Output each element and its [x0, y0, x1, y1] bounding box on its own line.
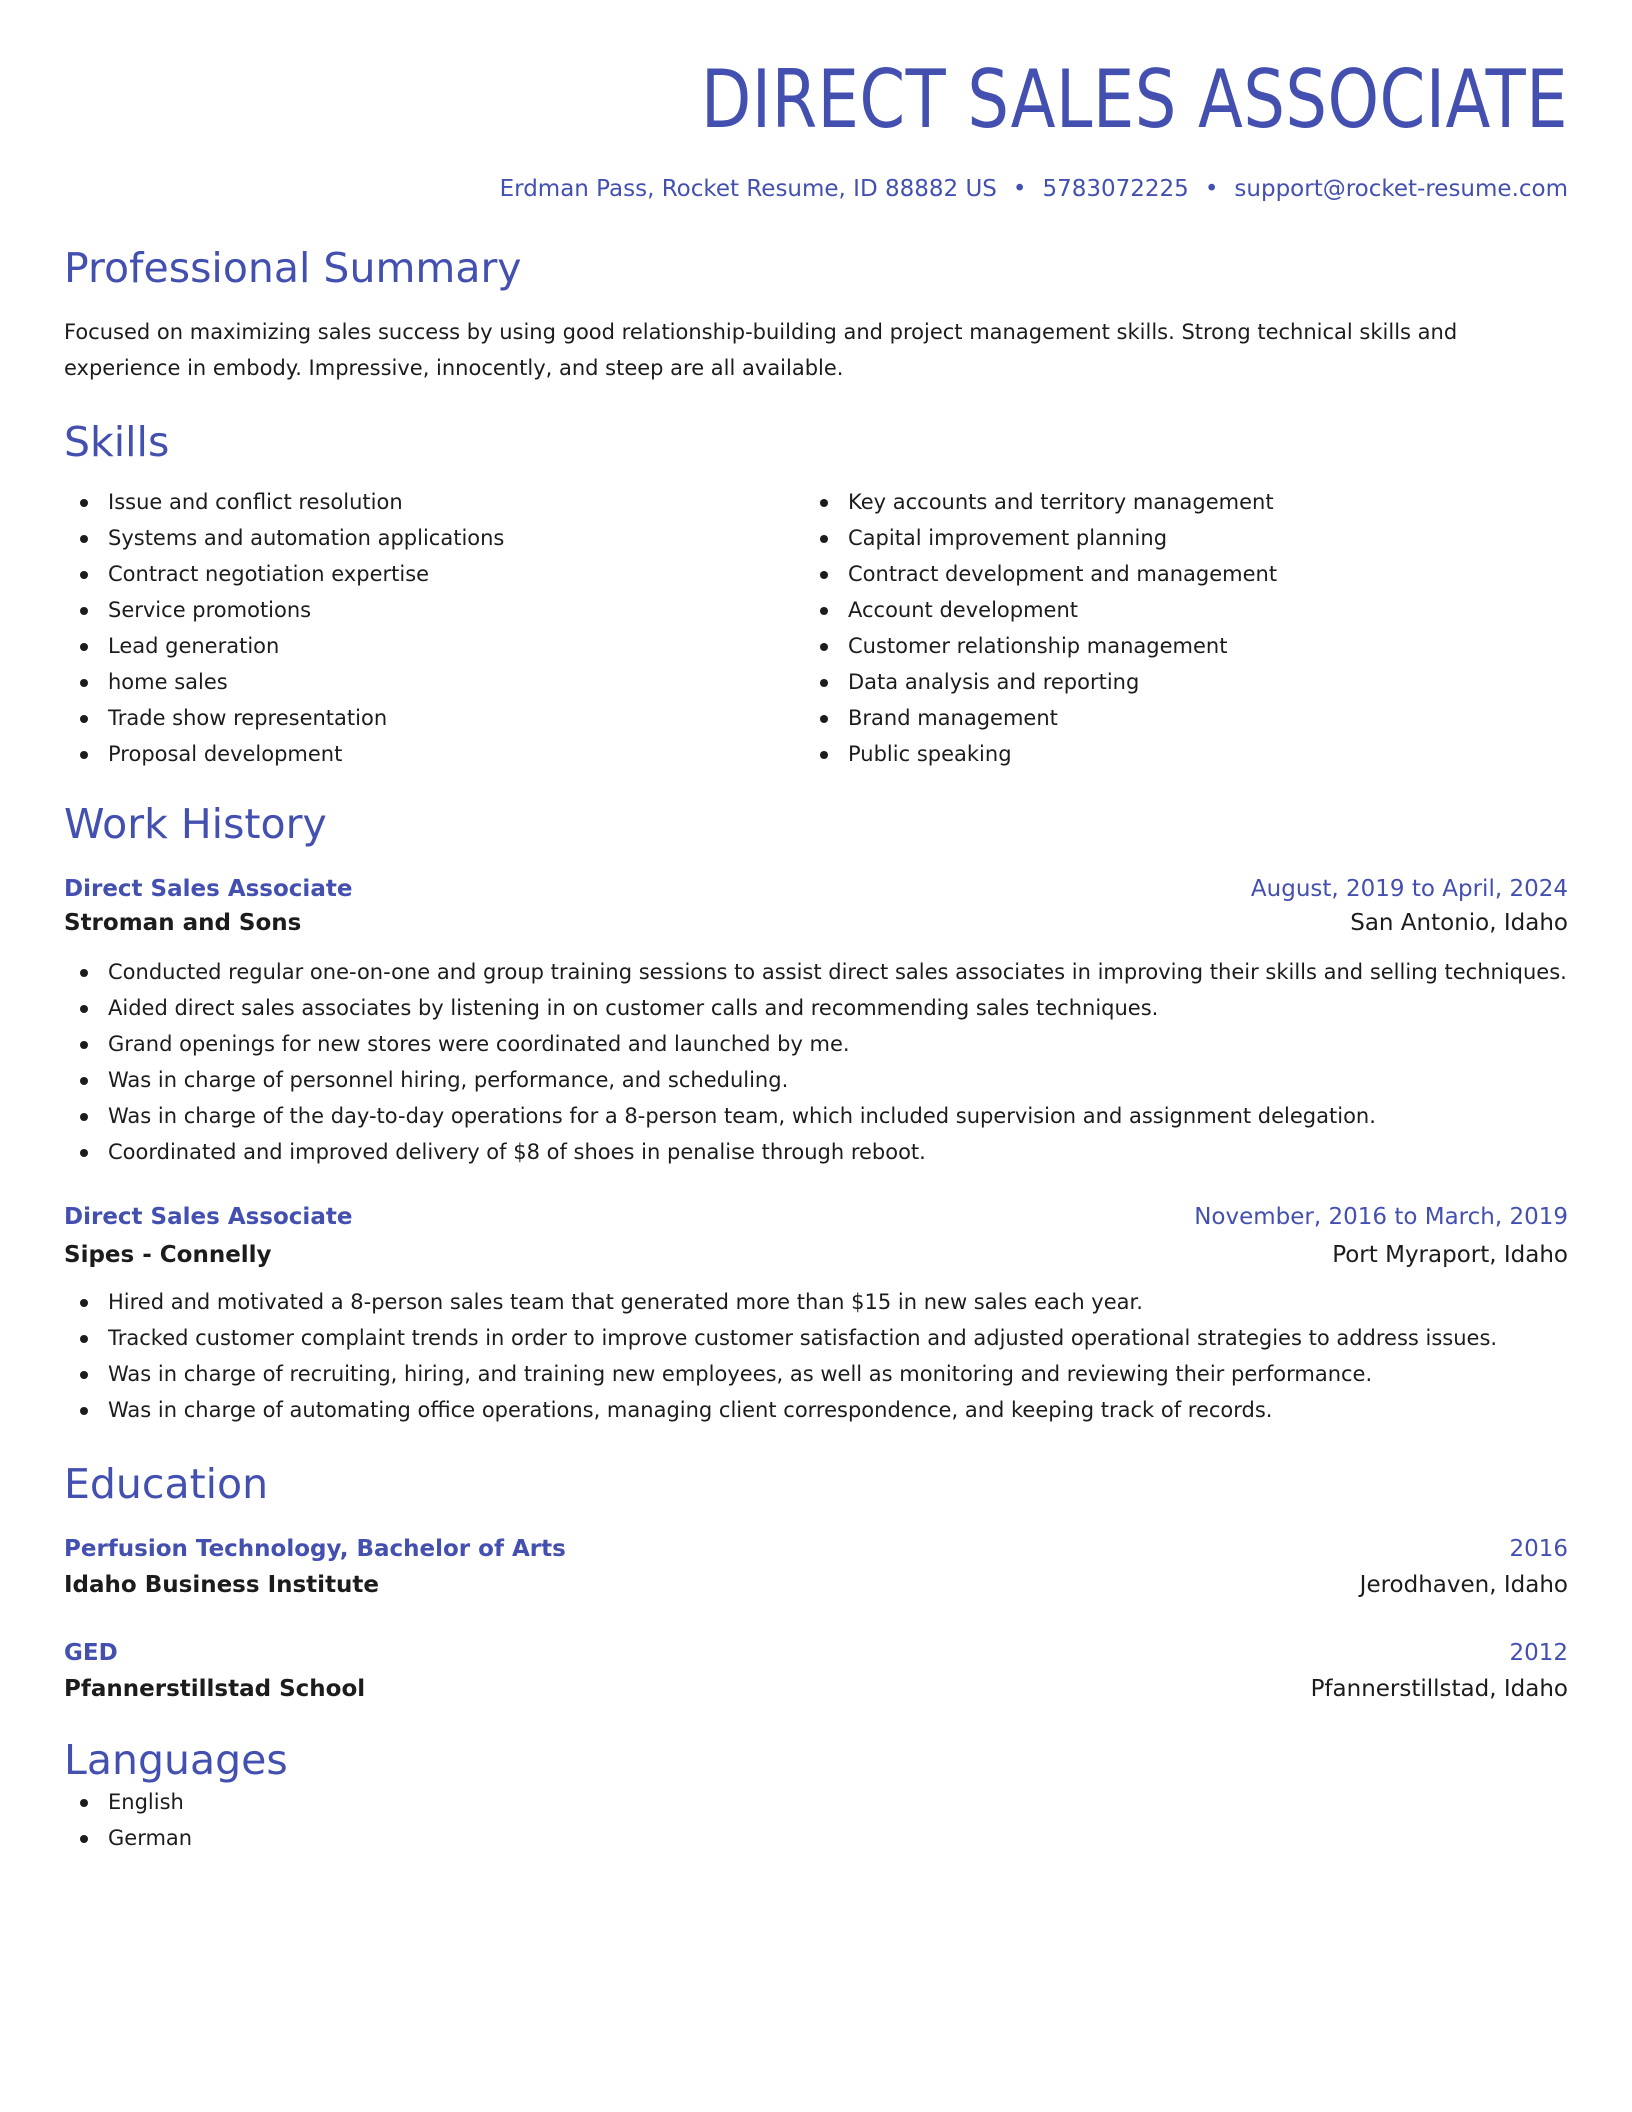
skills-list: [64, 484, 1568, 772]
degree-title: Perfusion Technology, Bachelor of Arts: [64, 1536, 566, 1562]
skill-item: Systems and automation applications: [64, 520, 804, 556]
duty-item: Was in charge of automating office operations, managing client correspondence, and keeping track of records.: [64, 1392, 1568, 1428]
language-item: English: [64, 1784, 1568, 1820]
duty-item: Was in charge of personnel hiring, performance, and scheduling.: [64, 1062, 1568, 1098]
job-location: San Antonio, Idaho: [1350, 910, 1568, 936]
contact-address: Erdman Pass, Rocket Resume, ID 88882 US: [499, 176, 997, 202]
skill-item: Key accounts and territory management: [804, 484, 1544, 520]
skill-item: Contract development and management: [804, 556, 1544, 592]
duty-item: Aided direct sales associates by listening in on customer calls and recommending sales techniques.: [64, 990, 1568, 1026]
job-entry: [64, 1204, 1568, 1428]
job-duties: [64, 1284, 1568, 1428]
duty-item: Grand openings for new stores were coordinated and launched by me.: [64, 1026, 1568, 1062]
job-duties: [64, 954, 1568, 1170]
skills-heading: Skills: [64, 418, 170, 466]
skill-item: Trade show representation: [64, 700, 804, 736]
languages-heading: Languages: [64, 1736, 288, 1784]
skill-item: Account development: [804, 592, 1544, 628]
duty-item: Hired and motivated a 8-person sales team that generated more than $15 in new sales each year.: [64, 1284, 1568, 1320]
skill-item: Proposal development: [64, 736, 804, 772]
skill-item: Capital improvement planning: [804, 520, 1544, 556]
skills-column-right: [804, 484, 1544, 772]
job-company: Stroman and Sons: [64, 910, 302, 936]
education-year: 2012: [1509, 1640, 1568, 1666]
duty-item: Conducted regular one-on-one and group training sessions to assist direct sales associates in improving their skills and selling techniques.: [64, 954, 1568, 990]
duty-item: Was in charge of the day-to-day operations for a 8-person team, which included supervision and assignment delegation.: [64, 1098, 1568, 1134]
skill-item: Customer relationship management: [804, 628, 1544, 664]
education-year: 2016: [1509, 1536, 1568, 1562]
duty-item: Was in charge of recruiting, hiring, and training new employees, as well as monitoring and reviewing their performance.: [64, 1356, 1568, 1392]
job-dates: November, 2016 to March, 2019: [1194, 1204, 1568, 1230]
resume-title: DIRECT SALES ASSOCIATE: [700, 53, 1568, 146]
summary-heading: Professional Summary: [64, 244, 522, 292]
job-title: Direct Sales Associate: [64, 876, 353, 902]
skill-item: Data analysis and reporting: [804, 664, 1544, 700]
school-location: Pfannerstillstad, Idaho: [1310, 1676, 1568, 1702]
contact-separator: •: [1012, 176, 1027, 202]
job-title: Direct Sales Associate: [64, 1204, 353, 1230]
language-item: German: [64, 1820, 1568, 1856]
school-name: Idaho Business Institute: [64, 1572, 380, 1598]
job-dates: August, 2019 to April, 2024: [1250, 876, 1568, 902]
education-entry: [64, 1640, 1568, 1702]
contact-phone: 5783072225: [1042, 176, 1189, 202]
degree-title: GED: [64, 1640, 118, 1666]
school-name: Pfannerstillstad School: [64, 1676, 366, 1702]
education-entry: [64, 1536, 1568, 1598]
skills-column-left: [64, 484, 804, 772]
job-entry: [64, 876, 1568, 1170]
skill-item: Public speaking: [804, 736, 1544, 772]
job-location: Port Myraport, Idaho: [1332, 1242, 1568, 1268]
work-history-heading: Work History: [64, 800, 327, 848]
duty-item: Coordinated and improved delivery of $8 of shoes in penalise through reboot.: [64, 1134, 1568, 1170]
skill-item: Service promotions: [64, 592, 804, 628]
skill-item: Lead generation: [64, 628, 804, 664]
skill-item: Issue and conflict resolution: [64, 484, 804, 520]
languages-list: [64, 1784, 1568, 1856]
school-location: Jerodhaven, Idaho: [1359, 1572, 1568, 1598]
contact-line: [64, 176, 1568, 202]
contact-separator: •: [1204, 176, 1219, 202]
skill-item: home sales: [64, 664, 804, 700]
summary-text: Focused on maximizing sales success by using good relationship-building and project management skills. Strong technical skills and experience in embody. Impressive, innocently, and steep are all available.: [64, 320, 1458, 380]
job-company: Sipes - Connelly: [64, 1242, 272, 1268]
education-heading: Education: [64, 1460, 269, 1508]
skill-item: Contract negotiation expertise: [64, 556, 804, 592]
skill-item: Brand management: [804, 700, 1544, 736]
contact-email[interactable]: support@rocket-resume.com: [1234, 176, 1568, 202]
duty-item: Tracked customer complaint trends in order to improve customer satisfaction and adjusted operational strategies to address issues.: [64, 1320, 1568, 1356]
